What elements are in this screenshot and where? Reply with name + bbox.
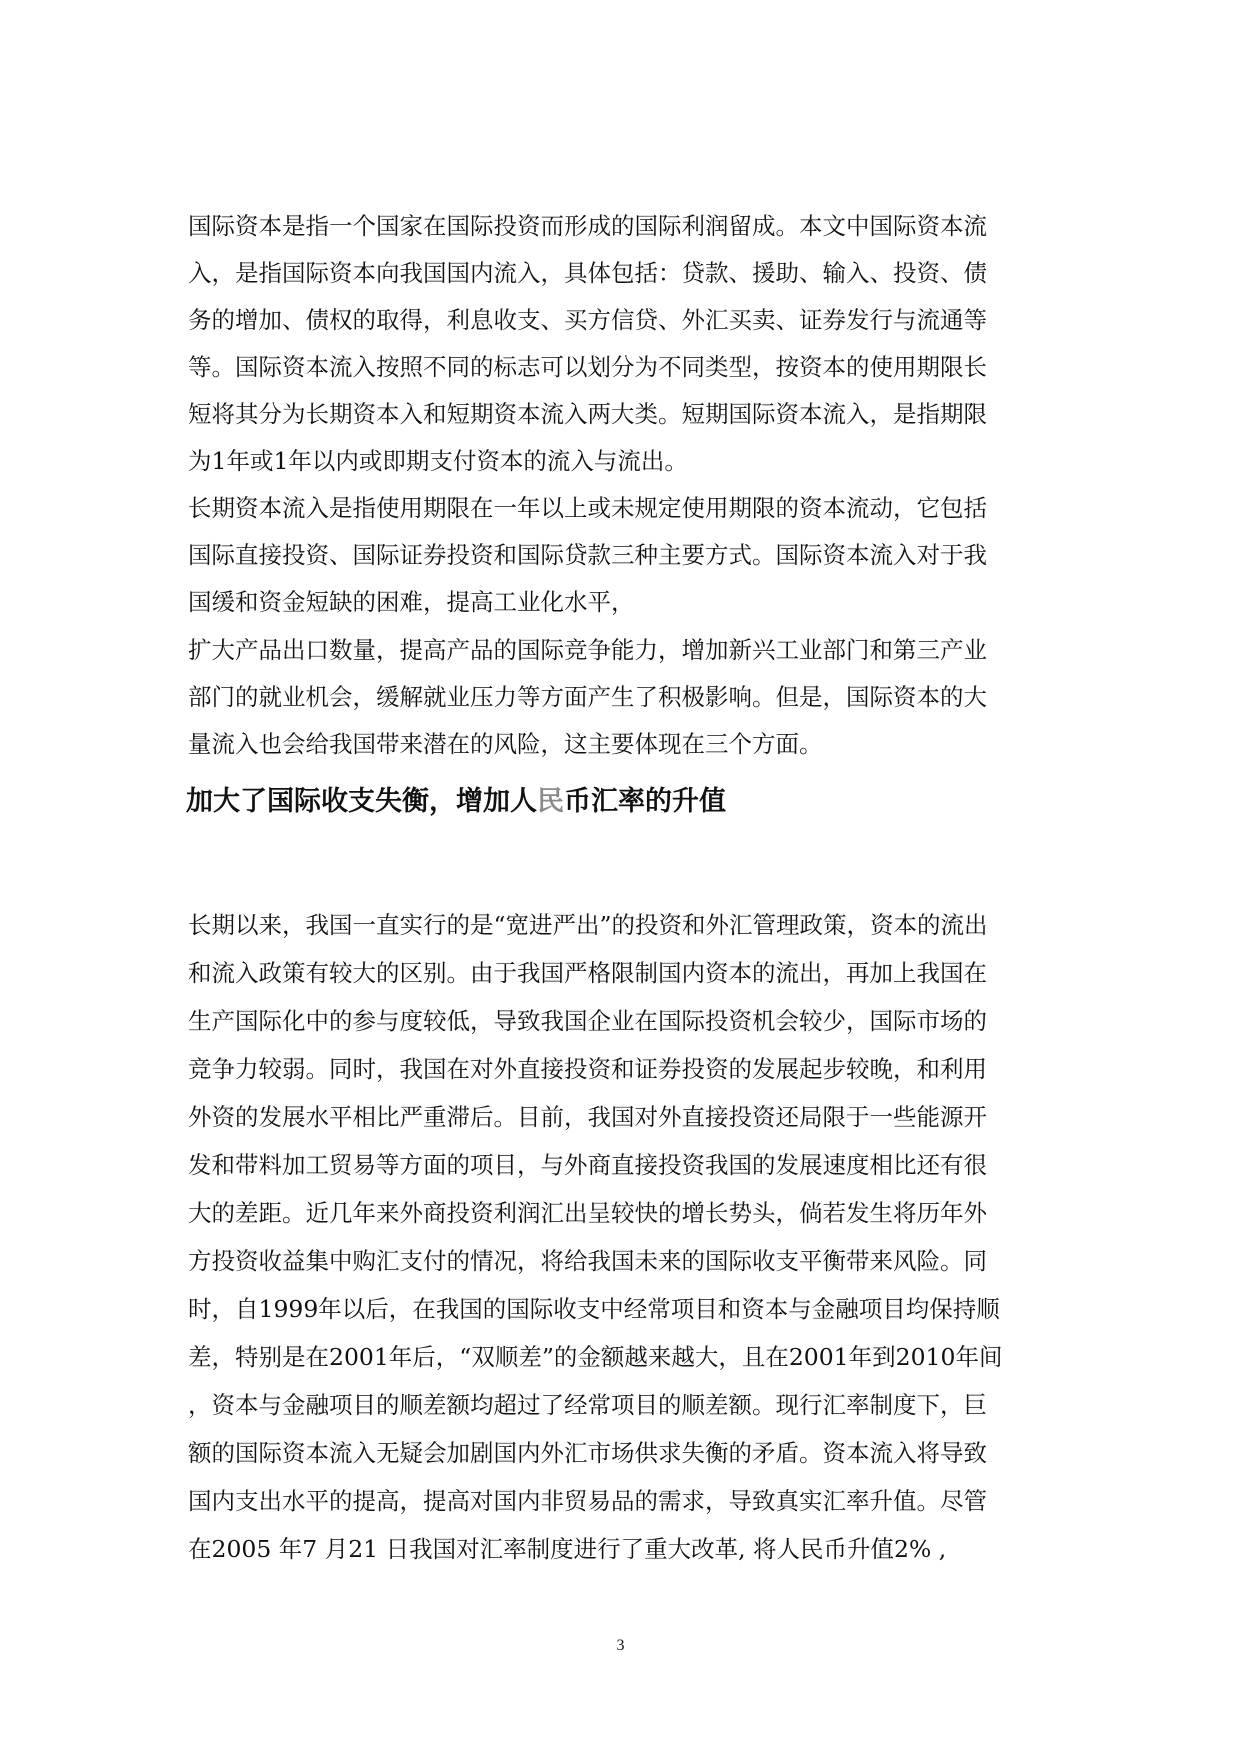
- paragraph-line: 为1年或1年以内或即期支付资本的流入与流出。: [188, 447, 688, 475]
- paragraph-line: 时，自1999年以后，在我国的国际收支中经常项目和资本与金融项目均保持顺: [188, 1295, 1000, 1323]
- paragraph-line: 在2005 年7 月21 日我国对汇率制度进行了重大改革, 将人民币升值2% ,: [188, 1535, 947, 1563]
- paragraph-line: 外资的发展水平相比严重滞后。目前，我国对外直接投资还局限于一些能源开: [188, 1103, 987, 1131]
- section-heading: [186, 782, 726, 822]
- paragraph-line: 长期资本流入是指使用期限在一年以上或未规定使用期限的资本流动，它包括: [188, 494, 987, 522]
- paragraph-line: 等。国际资本流入按照不同的标志可以划分为不同类型，按资本的使用期限长: [188, 353, 987, 381]
- heading-text: 币汇率的升值: [564, 786, 726, 817]
- paragraph-line: 国际资本是指一个国家在国际投资而形成的国际利润留成。本文中国际资本流: [188, 212, 987, 240]
- heading-text-grey: 民: [537, 786, 564, 817]
- paragraph-line: 国内支出水平的提高，提高对国内非贸易品的需求，导致真实汇率升值。尽管: [188, 1487, 987, 1515]
- paragraph-line: 短将其分为长期资本入和短期资本流入两大类。短期国际资本流入，是指期限: [188, 400, 987, 428]
- paragraph-line: 差，特别是在2001年后，“双顺差”的金额越来越大，且在2001年到2010年间: [188, 1343, 1003, 1371]
- paragraph-line: 额的国际资本流入无疑会加剧国内外汇市场供求失衡的矛盾。资本流入将导致: [188, 1439, 987, 1467]
- paragraph-line: 扩大产品出口数量，提高产品的国际竞争能力，增加新兴工业部门和第三产业: [188, 636, 987, 664]
- heading-text: 加大了国际收支失衡，增加人: [186, 786, 537, 817]
- paragraph-line: 长期以来，我国一直实行的是“宽进严出”的投资和外汇管理政策，资本的流出: [188, 911, 988, 939]
- paragraph-line: 生产国际化中的参与度较低，导致我国企业在国际投资机会较少，国际市场的: [188, 1007, 987, 1035]
- paragraph-line: 大的差距。近几年来外商投资利润汇出呈较快的增长势头，倘若发生将历年外: [188, 1199, 987, 1227]
- paragraph-line: 竞争力较弱。同时，我国在对外直接投资和证券投资的发展起步较晚，和利用: [188, 1055, 987, 1083]
- paragraph-line: ，资本与金融项目的顺差额均超过了经常项目的顺差额。现行汇率制度下，巨: [188, 1391, 987, 1419]
- paragraph-line: 量流入也会给我国带来潜在的风险，这主要体现在三个方面。: [188, 730, 823, 758]
- paragraph-line: 国际直接投资、国际证券投资和国际贷款三种主要方式。国际资本流入对于我: [188, 541, 987, 569]
- page-number: 3: [616, 1637, 625, 1654]
- paragraph-line: 部门的就业机会，缓解就业压力等方面产生了积极影响。但是，国际资本的大: [188, 683, 987, 711]
- paragraph-line: 国缓和资金短缺的困难，提高工业化水平，: [188, 588, 635, 616]
- paragraph-line: 和流入政策有较大的区别。由于我国严格限制国内资本的流出，再加上我国在: [188, 959, 987, 987]
- paragraph-line: 发和带料加工贸易等方面的项目，与外商直接投资我国的发展速度相比还有很: [188, 1151, 987, 1179]
- paragraph-line: 务的增加、债权的取得，利息收支、买方信贷、外汇买卖、证券发行与流通等: [188, 306, 987, 334]
- paragraph-line: 入，是指国际资本向我国国内流入，具体包括：贷款、援助、输入、投资、债: [188, 259, 987, 287]
- paragraph-line: 方投资收益集中购汇支付的情况，将给我国未来的国际收支平衡带来风险。同: [188, 1247, 987, 1275]
